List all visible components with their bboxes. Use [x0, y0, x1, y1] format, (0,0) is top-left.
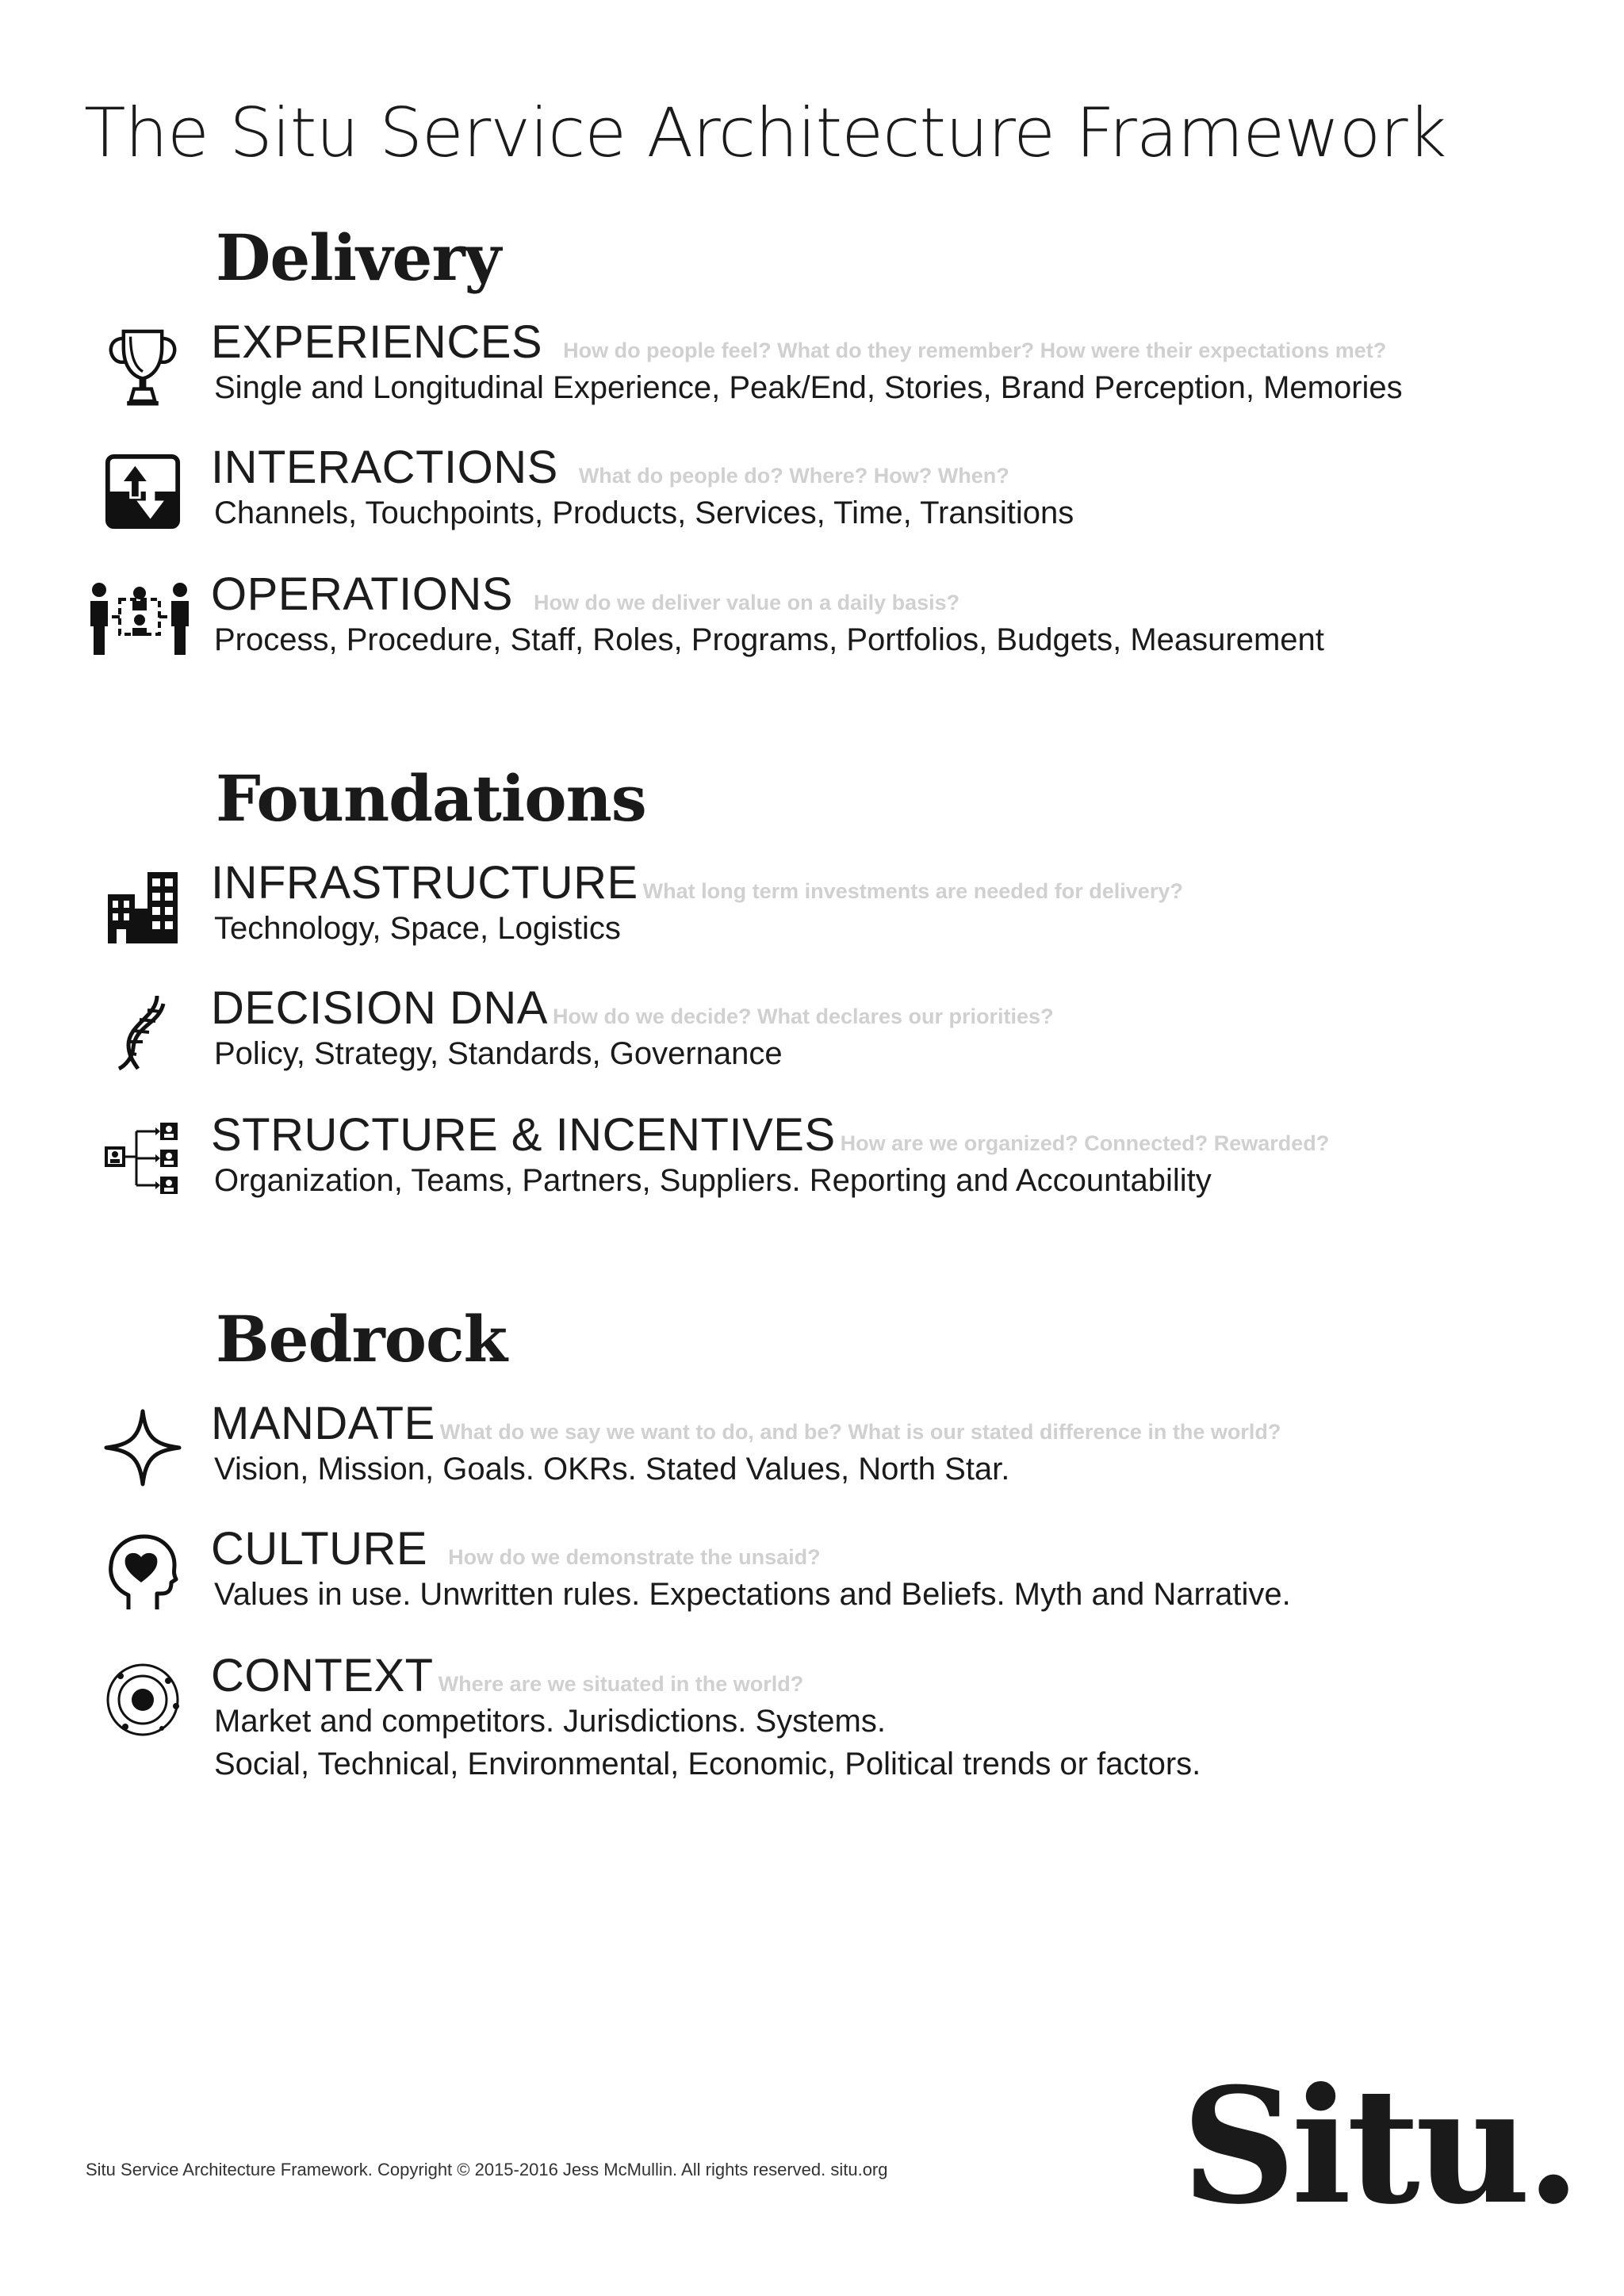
item-decision-dna: [0, 982, 1624, 1100]
item-title: DECISION DNA: [211, 982, 548, 1034]
situ-logo: Situ.: [1182, 2053, 1576, 2240]
footer-copyright: Situ Service Architecture Framework. Copyright © 2015-2016 Jess McMullin. All rights reserved. situ.org: [86, 2160, 888, 2179]
orbit-icon: [79, 1652, 206, 1747]
item-description: [214, 1700, 1201, 1785]
people-operations-icon: [76, 571, 203, 666]
item-title: CONTEXT: [211, 1650, 434, 1701]
item-operations: [0, 568, 1624, 687]
item-question: How do we deliver value on a daily basis?: [533, 591, 960, 614]
item-description: Vision, Mission, Goals. OKRs. Stated Values, North Star.: [214, 1452, 1010, 1487]
item-question: How do people feel? What do they remember? How were their expectations met?: [563, 339, 1387, 362]
dna-icon: [79, 985, 206, 1080]
trophy-icon: [79, 319, 206, 414]
item-experiences: [0, 316, 1624, 434]
item-title: EXPERIENCES: [211, 316, 543, 368]
org-chart-icon: [79, 1112, 206, 1207]
up-down-arrows-icon: [79, 444, 206, 539]
item-description: Single and Longitudinal Experience, Peak/End, Stories, Brand Perception, Memories: [214, 370, 1403, 405]
section-heading: Foundations: [216, 761, 646, 836]
item-context: [0, 1649, 1624, 1808]
item-title: MANDATE: [211, 1398, 435, 1449]
item-description: Values in use. Unwritten rules. Expectations and Beliefs. Myth and Narrative.: [214, 1577, 1291, 1612]
item-description: Channels, Touchpoints, Products, Services, Time, Transitions: [214, 496, 1074, 530]
item-structure-incentives: [0, 1108, 1624, 1227]
section-heading: Delivery: [216, 220, 501, 295]
item-description-line: Social, Technical, Environmental, Economic, Political trends or factors.: [214, 1747, 1201, 1781]
item-title: INFRASTRUCTURE: [211, 857, 638, 909]
item-description: Organization, Teams, Partners, Suppliers. Reporting and Accountability: [214, 1163, 1212, 1198]
buildings-icon: [79, 859, 206, 955]
section-heading: Bedrock: [216, 1302, 508, 1376]
item-question: What do people do? Where? How? When?: [578, 464, 1009, 488]
item-interactions: [0, 441, 1624, 560]
item-infrastructure: [0, 856, 1624, 975]
item-question: Where are we situated in the world?: [438, 1672, 804, 1696]
item-culture: [0, 1522, 1624, 1641]
item-question: How do we demonstrate the unsaid?: [448, 1545, 821, 1569]
four-point-star-icon: [79, 1400, 206, 1495]
item-question: What do we say we want to do, and be? What is our stated difference in the world?: [439, 1420, 1281, 1444]
item-title: INTERACTIONS: [211, 442, 558, 493]
item-mandate: [0, 1397, 1624, 1516]
item-description: Policy, Strategy, Standards, Governance: [214, 1036, 783, 1071]
item-description-line: Market and competitors. Jurisdictions. Systems.: [214, 1704, 886, 1739]
item-title: STRUCTURE & INCENTIVES: [211, 1109, 836, 1161]
item-question: What long term investments are needed for delivery?: [642, 879, 1183, 903]
item-description: Process, Procedure, Staff, Roles, Programs, Portfolios, Budgets, Measurement: [214, 622, 1324, 657]
item-description: Technology, Space, Logistics: [214, 911, 621, 946]
item-question: How are we organized? Connected? Rewarded?: [840, 1131, 1330, 1155]
item-title: OPERATIONS: [211, 568, 513, 620]
head-heart-icon: [79, 1525, 206, 1621]
item-question: How do we decide? What declares our priorities?: [552, 1004, 1054, 1028]
page-title: The Situ Service Architecture Framework: [84, 94, 1446, 173]
item-title: CULTURE: [211, 1523, 428, 1575]
